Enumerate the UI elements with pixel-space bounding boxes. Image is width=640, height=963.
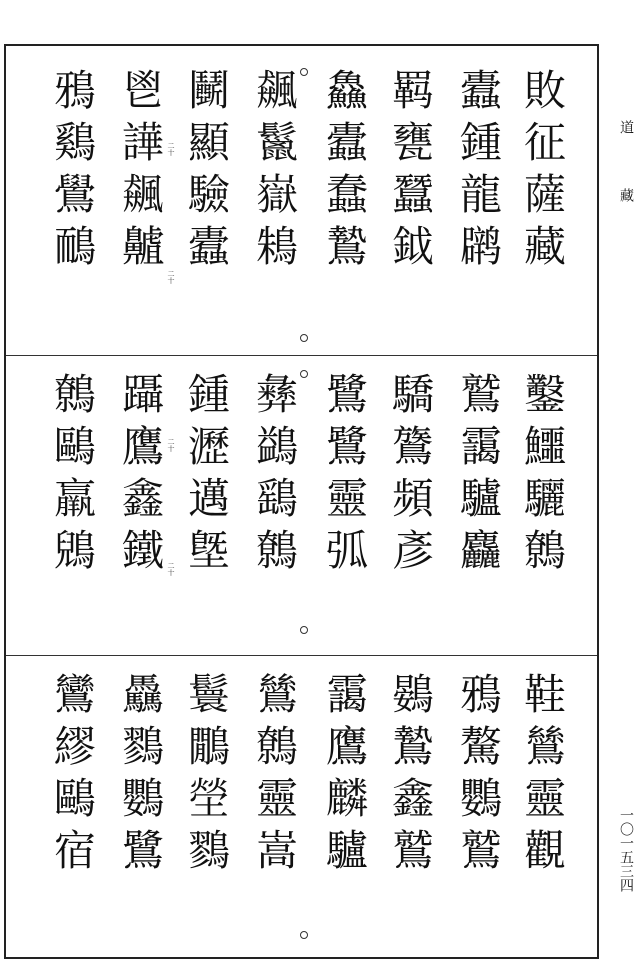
margin-title-char-2: 藏 xyxy=(618,188,634,202)
punch-hole-marker xyxy=(300,931,308,939)
seal-column: 飆鬣嶽鴸 xyxy=(250,68,299,276)
seal-panel-2 xyxy=(6,356,597,656)
seal-column: 羁甕蠶鉞 xyxy=(386,68,435,276)
punch-hole-marker xyxy=(300,334,308,342)
top-edge-line xyxy=(0,0,640,1)
page-number: 一〇一五三四 xyxy=(618,808,634,892)
seal-column: 鱻蠹蠢鷙 xyxy=(320,68,369,276)
annotation-note: 二十 xyxy=(167,142,175,156)
seal-panel-1 xyxy=(6,46,597,356)
seal-column: 躡鷹鑫鐵 xyxy=(116,372,165,580)
page-frame xyxy=(4,44,599,959)
seal-column: 鷃鷙鑫鷲 xyxy=(386,672,435,880)
seal-column: 鴉鷄鷽鴯 xyxy=(48,68,97,276)
seal-column: 鷺鷺靈弧 xyxy=(320,372,369,580)
seal-column: 鬟鷳塋鷚 xyxy=(182,672,231,880)
seal-column: 鷲靄驢麤 xyxy=(454,372,503,580)
seal-column: 鑿鱷驪鷯 xyxy=(518,372,567,580)
seal-column: 鸞繆鷗宿 xyxy=(48,672,97,880)
seal-column: 鬯譁飆齇 xyxy=(116,68,165,276)
seal-column: 鷯鷗羸鶂 xyxy=(48,372,97,580)
seal-column: 靄鷹麟驢 xyxy=(320,672,369,880)
seal-column: 鞋鷥靈觀 xyxy=(518,672,567,880)
seal-column: 彝鷁鷂鷯 xyxy=(250,372,299,580)
punch-hole-marker xyxy=(300,626,308,634)
seal-column: 鬭顯驗蠹 xyxy=(182,68,231,276)
annotation-note: 二十 xyxy=(167,562,175,576)
seal-column: 驫鷚鸚鷺 xyxy=(116,672,165,880)
annotation-note: 二十 xyxy=(167,438,175,452)
seal-column: 蠹鍾龍䴙 xyxy=(454,68,503,276)
seal-column: 鍾瀝邁墍 xyxy=(182,372,231,580)
seal-column: 驕鷟頻彥 xyxy=(386,372,435,580)
seal-column: 鷥鷯靈嵩 xyxy=(250,672,299,880)
annotation-note: 二十 xyxy=(167,270,175,284)
seal-panel-3 xyxy=(6,656,597,957)
seal-column: 敗征薩藏 xyxy=(518,68,567,276)
seal-column: 鴉驁鸚鷲 xyxy=(454,672,503,880)
margin-title-char-1: 道 xyxy=(618,120,634,134)
